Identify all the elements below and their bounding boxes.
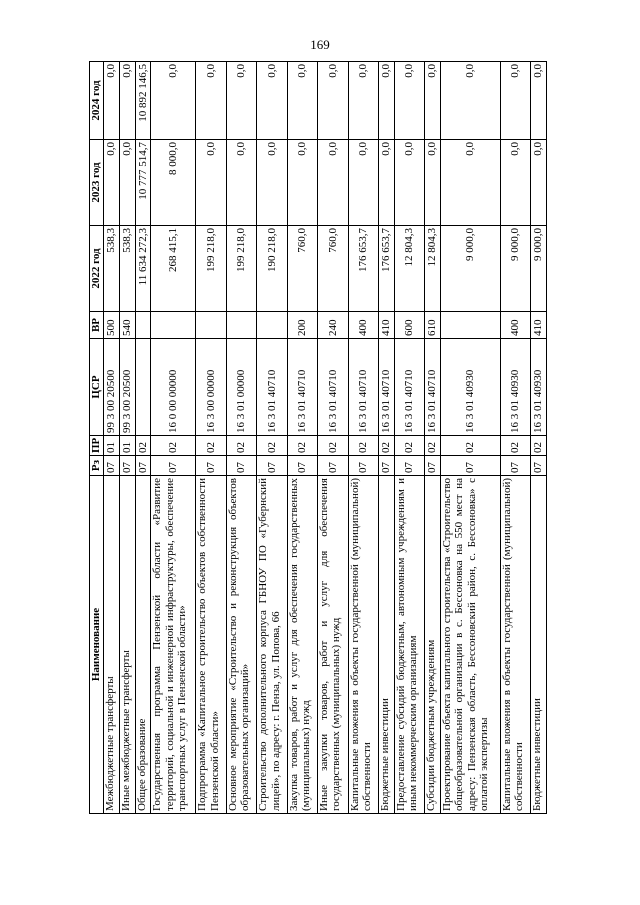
cell-csr — [135, 339, 151, 436]
cell-name: Субсидии бюджетным учреждениям — [425, 476, 441, 814]
cell-rz: 07 — [135, 456, 151, 476]
cell-pr: 02 — [135, 436, 151, 456]
cell-2022: 538,3 — [119, 226, 135, 312]
cell-2022: 538,3 — [104, 226, 120, 312]
cell-2024: 0,0 — [348, 62, 378, 140]
table-row — [318, 62, 348, 814]
cell-vr — [135, 312, 151, 339]
table-row — [135, 62, 151, 814]
cell-vr — [440, 312, 500, 339]
cell-rz: 07 — [531, 456, 547, 476]
cell-pr: 02 — [425, 436, 441, 456]
cell-pr: 01 — [104, 436, 120, 456]
cell-vr: 500 — [104, 312, 120, 339]
cell-csr: 16 0 00 00000 — [151, 339, 196, 436]
cell-rz: 07 — [119, 456, 135, 476]
table-row — [348, 62, 378, 814]
cell-2024: 0,0 — [425, 62, 441, 140]
table-row — [257, 62, 287, 814]
cell-2023: 8 000,0 — [151, 140, 196, 226]
cell-csr: 16 3 01 40930 — [500, 339, 530, 436]
cell-name: Государственная программа Пензенской области «Развитие территорий, социальной и инженерной инфраструктуры, обеспечение транспортных услуг в Пензенской области» — [151, 476, 196, 814]
cell-2022: 760,0 — [287, 226, 317, 312]
cell-pr: 02 — [257, 436, 287, 456]
cell-rz: 07 — [196, 456, 226, 476]
table-header-row — [90, 62, 104, 814]
cell-name: Капитальные вложения в объекты государственной (муниципальной) собственности — [348, 476, 378, 814]
header-2022: 2022 год — [90, 226, 104, 312]
cell-csr: 16 3 01 40930 — [440, 339, 500, 436]
cell-vr — [151, 312, 196, 339]
cell-vr: 200 — [287, 312, 317, 339]
cell-rz: 07 — [378, 456, 394, 476]
cell-pr: 02 — [318, 436, 348, 456]
cell-pr: 02 — [531, 436, 547, 456]
cell-2023: 0,0 — [257, 140, 287, 226]
cell-csr: 16 3 01 40710 — [318, 339, 348, 436]
cell-2022: 12 804,3 — [394, 226, 424, 312]
header-name: Наименование — [90, 476, 104, 814]
header-rz: Рз — [90, 456, 104, 476]
cell-2023: 0,0 — [394, 140, 424, 226]
cell-pr: 02 — [378, 436, 394, 456]
cell-vr: 540 — [119, 312, 135, 339]
cell-pr: 02 — [440, 436, 500, 456]
header-vr: ВР — [90, 312, 104, 339]
cell-name: Предоставление субсидий бюджетным, автономным учреждениям и иным некоммерческим организациям — [394, 476, 424, 814]
cell-csr: 16 3 01 40710 — [394, 339, 424, 436]
cell-pr: 02 — [500, 436, 530, 456]
cell-name: Капитальные вложения в объекты государственной (муниципальной) собственности — [500, 476, 530, 814]
cell-2024: 0,0 — [531, 62, 547, 140]
cell-2023: 0,0 — [119, 140, 135, 226]
cell-2023: 0,0 — [440, 140, 500, 226]
cell-rz: 07 — [394, 456, 424, 476]
cell-2022: 176 653,7 — [378, 226, 394, 312]
cell-2024: 0,0 — [104, 62, 120, 140]
cell-name: Общее образование — [135, 476, 151, 814]
cell-csr: 16 3 01 40710 — [348, 339, 378, 436]
cell-pr: 02 — [348, 436, 378, 456]
cell-2024: 0,0 — [394, 62, 424, 140]
cell-2023: 0,0 — [196, 140, 226, 226]
cell-vr: 400 — [500, 312, 530, 339]
header-2024: 2024 год — [90, 62, 104, 140]
cell-2024: 0,0 — [257, 62, 287, 140]
cell-rz: 07 — [500, 456, 530, 476]
cell-csr: 16 3 01 00000 — [226, 339, 256, 436]
cell-pr: 02 — [394, 436, 424, 456]
header-csr: ЦСР — [90, 339, 104, 436]
cell-csr: 16 3 01 40710 — [378, 339, 394, 436]
cell-2023: 0,0 — [425, 140, 441, 226]
cell-vr: 400 — [348, 312, 378, 339]
cell-2023: 0,0 — [287, 140, 317, 226]
cell-rz: 07 — [440, 456, 500, 476]
cell-name: Иные закупки товаров, работ и услуг для обеспечения государственных (муниципальных) нужд — [318, 476, 348, 814]
cell-2022: 11 634 272,3 — [135, 226, 151, 312]
cell-2022: 268 415,1 — [151, 226, 196, 312]
cell-2024: 0,0 — [119, 62, 135, 140]
cell-name: Межбюджетные трансферты — [104, 476, 120, 814]
table-row — [287, 62, 317, 814]
cell-2023: 0,0 — [318, 140, 348, 226]
cell-csr: 99 3 00 20500 — [104, 339, 120, 436]
cell-2022: 760,0 — [318, 226, 348, 312]
header-2023: 2023 год — [90, 140, 104, 226]
cell-name: Подпрограмма «Капитальное строительство объектов собственности Пензенской области» — [196, 476, 226, 814]
cell-rz: 07 — [104, 456, 120, 476]
cell-vr: 410 — [378, 312, 394, 339]
table-row — [104, 62, 120, 814]
cell-name: Бюджетные инвестиции — [378, 476, 394, 814]
page-number: 169 — [310, 37, 330, 52]
cell-name: Строительство дополнительного корпуса ГБНОУ ПО «Губернский лицей», по адресу: г. Пенза, ул. Попова, 66 — [257, 476, 287, 814]
cell-vr: 410 — [531, 312, 547, 339]
cell-2023: 0,0 — [348, 140, 378, 226]
cell-rz: 07 — [257, 456, 287, 476]
table-row — [378, 62, 394, 814]
cell-pr: 02 — [151, 436, 196, 456]
cell-2024: 0,0 — [287, 62, 317, 140]
cell-2022: 199 218,0 — [226, 226, 256, 312]
cell-vr: 600 — [394, 312, 424, 339]
cell-vr — [257, 312, 287, 339]
cell-2024: 0,0 — [151, 62, 196, 140]
cell-name: Проектирование объекта капитального строительства «Строительство общеобразовательной организации в с. Бессоновка на 550 мест на адресу: Пензенская область, Бессоновский район, с. Бессоновка» с оплатой экспертизы — [440, 476, 500, 814]
cell-2022: 9 000,0 — [440, 226, 500, 312]
cell-2024: 0,0 — [378, 62, 394, 140]
cell-2023: 0,0 — [104, 140, 120, 226]
rotated-page-content — [89, 62, 547, 814]
cell-2022: 9 000,0 — [500, 226, 530, 312]
cell-vr — [226, 312, 256, 339]
table-row — [119, 62, 135, 814]
cell-2024: 0,0 — [500, 62, 530, 140]
cell-name: Бюджетные инвестиции — [531, 476, 547, 814]
cell-2022: 12 804,3 — [425, 226, 441, 312]
table-row — [226, 62, 256, 814]
cell-vr: 240 — [318, 312, 348, 339]
cell-name: Иные межбюджетные трансферты — [119, 476, 135, 814]
cell-pr: 02 — [287, 436, 317, 456]
cell-pr: 02 — [196, 436, 226, 456]
cell-rz: 07 — [226, 456, 256, 476]
cell-rz: 07 — [425, 456, 441, 476]
table-row — [531, 62, 547, 814]
cell-pr: 01 — [119, 436, 135, 456]
cell-csr: 16 3 01 40930 — [531, 339, 547, 436]
cell-2023: 0,0 — [378, 140, 394, 226]
table-row — [196, 62, 226, 814]
cell-2024: 0,0 — [440, 62, 500, 140]
table-row — [394, 62, 424, 814]
budget-table — [89, 61, 547, 814]
cell-csr: 99 3 00 20500 — [119, 339, 135, 436]
table-row — [440, 62, 500, 814]
cell-2022: 199 218,0 — [196, 226, 226, 312]
table-row — [425, 62, 441, 814]
cell-rz: 07 — [287, 456, 317, 476]
cell-rz: 07 — [151, 456, 196, 476]
cell-csr: 16 3 00 00000 — [196, 339, 226, 436]
cell-name: Основное мероприятие «Строительство и реконструкция объектов образовательных организаций» — [226, 476, 256, 814]
cell-2022: 176 653,7 — [348, 226, 378, 312]
cell-2024: 0,0 — [318, 62, 348, 140]
cell-rz: 07 — [318, 456, 348, 476]
cell-2023: 0,0 — [531, 140, 547, 226]
cell-2023: 0,0 — [226, 140, 256, 226]
cell-csr: 16 3 01 40710 — [425, 339, 441, 436]
cell-2024: 0,0 — [226, 62, 256, 140]
cell-csr: 16 3 01 40710 — [287, 339, 317, 436]
cell-csr: 16 3 01 40710 — [257, 339, 287, 436]
cell-2024: 10 892 146,5 — [135, 62, 151, 140]
cell-rz: 07 — [348, 456, 378, 476]
cell-name: Закупка товаров, работ и услуг для обеспечения государственных (муниципальных) нужд — [287, 476, 317, 814]
cell-2024: 0,0 — [196, 62, 226, 140]
cell-vr: 610 — [425, 312, 441, 339]
table-row — [500, 62, 530, 814]
cell-vr — [196, 312, 226, 339]
header-pr: ПР — [90, 436, 104, 456]
table-body — [104, 62, 547, 814]
cell-2022: 9 000,0 — [531, 226, 547, 312]
cell-2023: 0,0 — [500, 140, 530, 226]
cell-2022: 190 218,0 — [257, 226, 287, 312]
table-row — [151, 62, 196, 814]
cell-2023: 10 777 514,7 — [135, 140, 151, 226]
cell-pr: 02 — [226, 436, 256, 456]
